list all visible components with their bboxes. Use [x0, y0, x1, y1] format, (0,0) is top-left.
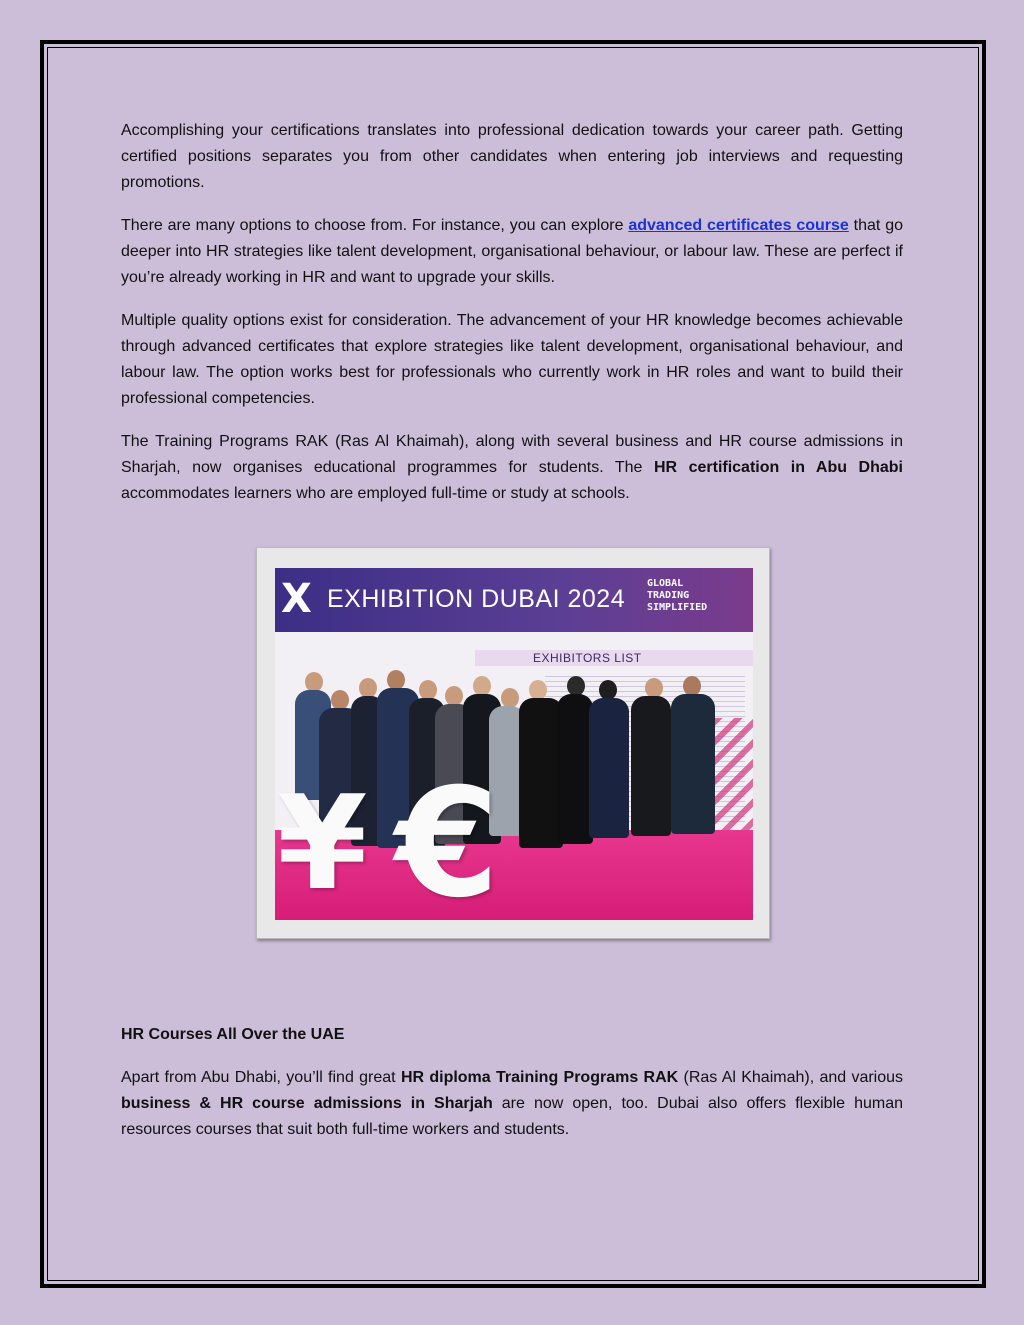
- exhibition-photo: [275, 568, 753, 920]
- yen-sculpture: ¥: [277, 767, 368, 919]
- section-body: [121, 1065, 903, 1143]
- business-hr-sharjah: business & HR course admissions in Sharjah: [121, 1095, 493, 1112]
- paragraph-4: [121, 429, 903, 507]
- person-head: [445, 686, 463, 706]
- person-head: [529, 680, 547, 700]
- advanced-certificates-link[interactable]: advanced certificates course: [628, 217, 849, 234]
- paragraph-2-text-end: that go deeper into HR strategies like talent development, organisational behaviour, or labour law. These are perfect if you’re already working in HR and want to upgrade your skills.: [121, 217, 903, 286]
- person-head: [331, 690, 349, 710]
- body-text: [121, 118, 903, 524]
- photo-frame: [256, 547, 770, 939]
- section-text-1: Apart from Abu Dhabi, you’ll find great: [121, 1069, 401, 1086]
- person: [557, 694, 593, 844]
- section-paragraph: [121, 1065, 903, 1143]
- person-head: [645, 678, 663, 698]
- person-head: [473, 676, 491, 696]
- hr-certification-abu-dhabi: HR certification in Abu Dhabi: [653, 459, 903, 476]
- person-head: [501, 688, 519, 708]
- hr-diploma-rak: HR diploma Training Programs RAK: [400, 1069, 679, 1086]
- photo-banner: [275, 568, 753, 632]
- banner-title: EXHIBITION DUBAI 2024: [327, 585, 626, 613]
- banner-tagline: GLOBAL TRADING SIMPLIFIED: [647, 578, 708, 613]
- section-heading: HR Courses All Over the UAE: [121, 1026, 345, 1043]
- exhibitors-heading: EXHIBITORS LIST: [533, 651, 642, 665]
- paragraph-3: Multiple quality options exist for consideration. The advancement of your HR knowledge becomes achievable through advanced certificates that explore strategies like talent development, organisational behaviour, and labour law. The option works best for professionals who currently work in HR roles and want to build their professional competencies.: [121, 312, 903, 407]
- paragraph-4-text-start: The Training Programs RAK (Ras Al Khaimah), along with several business and HR course admissions in Sharjah, now organises educational programmes for students. The: [121, 433, 903, 476]
- person-head: [567, 676, 585, 696]
- person-head: [419, 680, 437, 700]
- person-head: [359, 678, 377, 698]
- paragraph-4-text-end: accommodates learners who are employed full-time or study at schools.: [121, 485, 630, 502]
- person: [589, 698, 629, 838]
- person-head: [683, 676, 701, 696]
- person-head: [599, 680, 617, 700]
- section-text-3: are now open, too. Dubai also offers flexible human resources courses that suit both full-time workers and students.: [121, 1095, 903, 1138]
- person: [631, 696, 671, 836]
- euro-sculpture: €: [395, 757, 500, 920]
- paragraph-1: Accomplishing your certifications translates into professional dedication towards your career path. Getting certified positions separates you from other candidates when entering job interviews and requesting promotions.: [121, 122, 903, 191]
- section-text-2: (Ras Al Khaimah), and various: [678, 1069, 904, 1086]
- paragraph-2: [121, 213, 903, 291]
- person-head: [387, 670, 405, 690]
- banner-logo: X: [281, 576, 312, 622]
- person-head: [305, 672, 323, 692]
- person: [671, 694, 715, 834]
- paragraph-2-text-start: There are many options to choose from. For instance, you can explore: [121, 217, 629, 234]
